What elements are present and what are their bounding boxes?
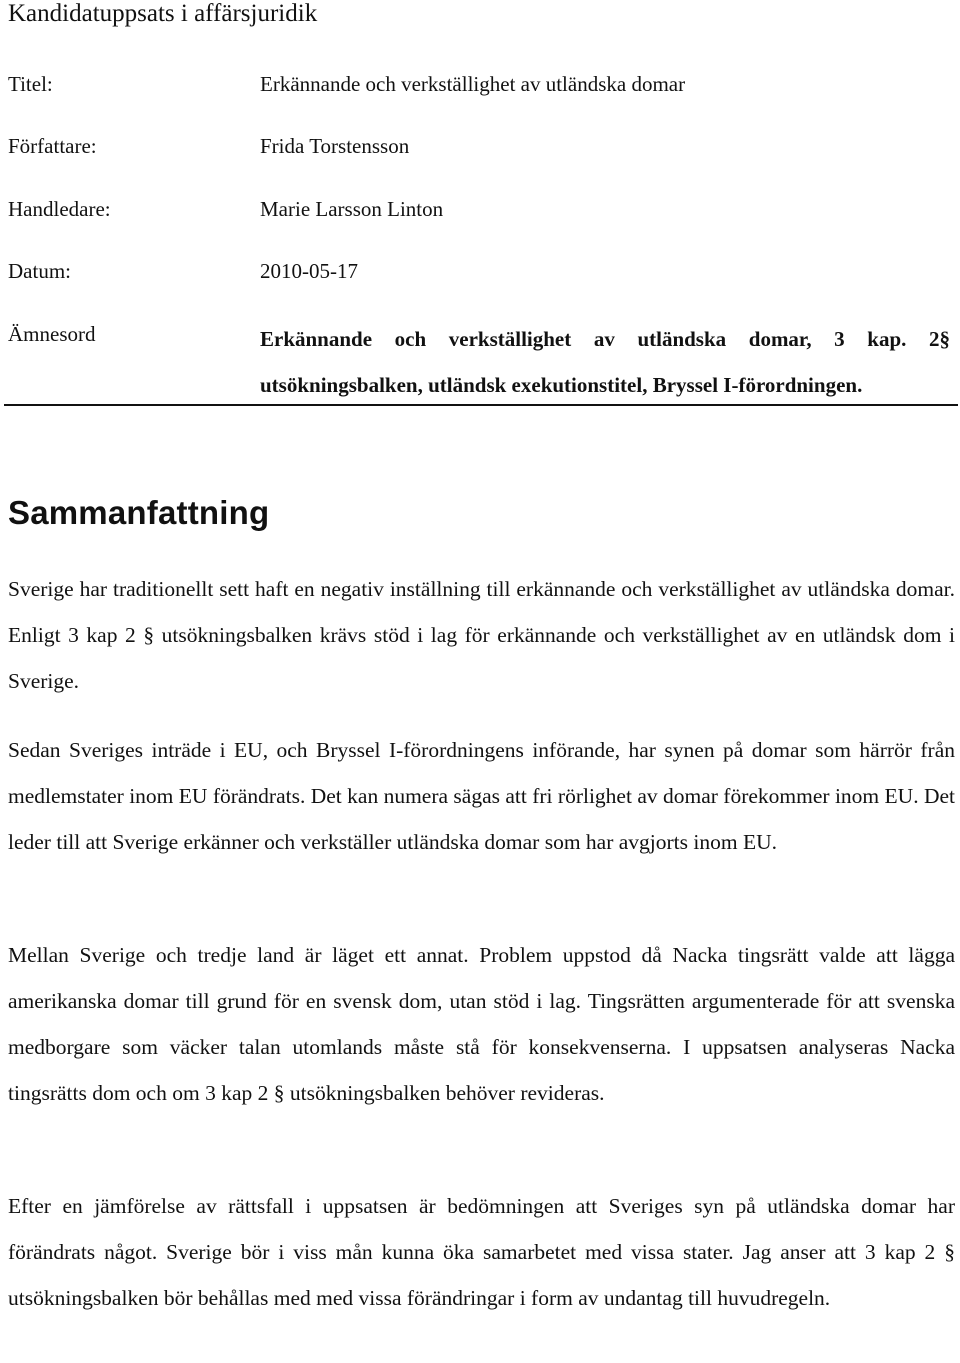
document-title: Kandidatuppsats i affärsjuridik xyxy=(8,0,318,27)
date-value: 2010-05-17 xyxy=(260,259,358,283)
author-label: Författare: xyxy=(8,134,97,158)
title-label: Titel: xyxy=(8,72,53,96)
author-value: Frida Torstensson xyxy=(260,134,410,158)
summary-heading: Sammanfattning xyxy=(8,494,270,531)
keywords-value: Erkännande och verkställighet av utländska domar, 3 kap. 2§ utsökningsbalken, utländsk exekutionstitel, Bryssel I-förordningen. xyxy=(260,327,950,397)
summary-paragraph: Mellan Sverige och tredje land är läget ett annat. Problem uppstod då Nacka tingsrätt valde att lägga amerikanska domar till grund för en svensk dom, utan stöd i lag. Tingsrätten argumenterade för att svenska medborgare som väcker talan utomlands måste stå för konsekvenserna. I uppsatsen analyseras Nacka tingsrätts dom och om 3 kap 2 § utsökningsbalken behöver revideras. xyxy=(8,943,955,1105)
header-divider xyxy=(4,404,958,406)
date-label: Datum: xyxy=(8,259,71,283)
keywords-label: Ämnesord xyxy=(8,322,96,346)
summary-paragraph: Sedan Sveriges inträde i EU, och Bryssel I-förordningens införande, har synen på domar som härrör från medlemstater inom EU förändrats. Det kan numera sägas att fri rörlighet av domar förekommer inom EU. Det leder till att Sverige erkänner och verkställer utländska domar som har avgjorts inom EU. xyxy=(8,738,955,854)
title-value: Erkännande och verkställighet av utländska domar xyxy=(260,72,686,96)
summary-paragraph: Efter en jämförelse av rättsfall i uppsatsen är bedömningen att Sveriges syn på utländska domar har förändrats något. Sverige bör i viss mån kunna öka samarbetet med vissa stater. Jag anser att 3 kap 2 § utsökningsbalken bör behållas med med vissa förändringar i form av undantag till huvudregeln. xyxy=(8,1194,955,1310)
summary-paragraph: Sverige har traditionellt sett haft en negativ inställning till erkännande och verkställighet av utländska domar. Enligt 3 kap 2 § utsökningsbalken krävs stöd i lag för erkännande och verkställighet av en utländsk dom i Sverige. xyxy=(8,577,955,693)
supervisor-value: Marie Larsson Linton xyxy=(260,197,444,221)
supervisor-label: Handledare: xyxy=(8,197,111,221)
